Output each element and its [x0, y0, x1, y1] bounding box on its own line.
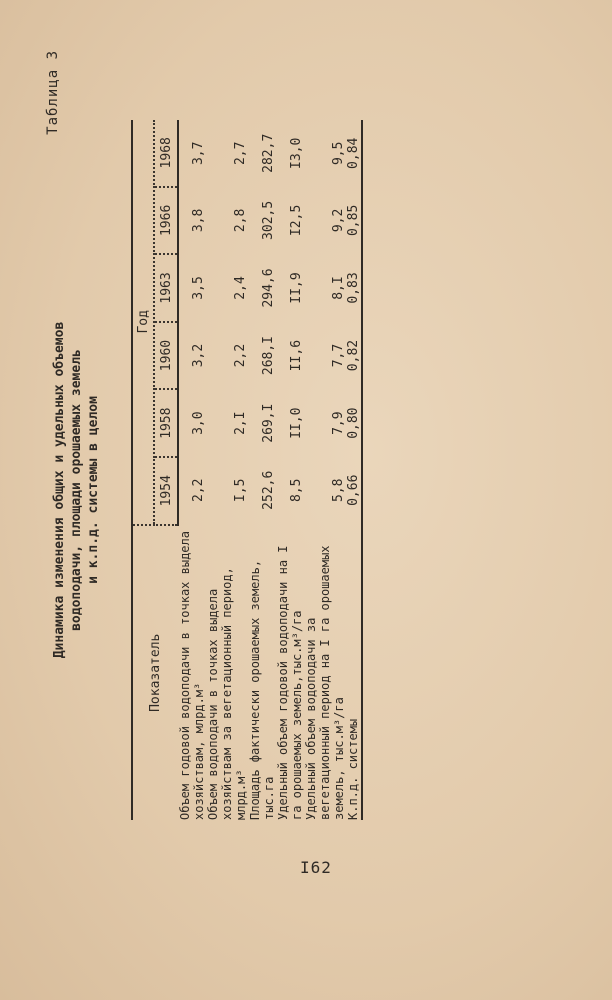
cell-value: 3,8 [191, 208, 206, 233]
data-table [131, 120, 363, 820]
cell-value: 2,7 [233, 141, 248, 166]
table-label: Таблица 3 [45, 50, 61, 135]
row-name: Объем водоподачи в точках выдела хозяйствам за вегетационный период, млрд.м³ [206, 567, 248, 820]
cell-value: 3,2 [191, 343, 206, 368]
cell-value: 3,7 [191, 141, 206, 166]
row-name: Площадь фактически орошаемых земель, тыс.га [248, 559, 276, 820]
cell-value: 269,I [261, 403, 276, 443]
cell-value: II,0 [289, 407, 304, 439]
cell-value: II,6 [289, 339, 304, 372]
cell-value: I3,0 [289, 137, 304, 169]
header-year: 1963 [154, 254, 178, 322]
table-row [304, 120, 346, 820]
cell-value: 3,0 [191, 411, 206, 435]
cell-value: 2,8 [233, 208, 248, 233]
header-year: 1954 [154, 457, 178, 525]
cell-value: 0,83 [346, 272, 361, 304]
cell-value: 8,5 [289, 478, 304, 502]
cell-value: 0,85 [346, 204, 361, 237]
cell-value: I2,5 [289, 204, 304, 237]
cell-value: 268,I [261, 335, 276, 376]
page-number: I62 [300, 858, 332, 877]
cell-value: 0,80 [346, 407, 361, 439]
rotated-table-block [45, 20, 505, 920]
cell-value: I,5 [233, 478, 248, 502]
cell-value: 8,I [331, 276, 346, 300]
cell-value: 302,5 [261, 200, 276, 240]
cell-value: 0,66 [346, 474, 361, 506]
table-caption [51, 180, 102, 800]
caption-line-3: и к.п.д. системы в целом [86, 396, 101, 584]
cell-value: 2,2 [191, 478, 206, 502]
row-name: К.п.д. системы [346, 718, 360, 820]
caption-line-1: Динамика изменения общих и удельных объемов [52, 321, 67, 659]
header-year-group: Год [133, 120, 154, 525]
header-year: 1966 [154, 187, 178, 255]
cell-value: 2,2 [233, 343, 248, 368]
cell-value: II,9 [289, 272, 304, 304]
table-row [178, 120, 206, 820]
cell-value: 7,7 [331, 343, 346, 368]
cell-value: 3,5 [191, 276, 206, 300]
caption-line-2: водоподачи, площади орошаемых земель [69, 349, 84, 631]
cell-value: 2,I [233, 411, 248, 435]
table-row [206, 120, 248, 820]
table-row [248, 120, 276, 820]
cell-value: 294,6 [261, 268, 276, 308]
cell-value: 252,6 [261, 470, 276, 510]
cell-value: 9,2 [331, 208, 346, 233]
cell-value: 9,5 [331, 141, 346, 166]
header-year: 1968 [154, 120, 178, 187]
cell-value: 2,4 [233, 276, 248, 300]
row-name: Объем годовой водоподачи в точках выдела хозяйствам, млрд.м³ [178, 531, 206, 820]
header-year: 1958 [154, 389, 178, 457]
row-name: Удельный объем водоподачи за вегетационный период на I га орошаемых земель, тыс.м³/га [304, 545, 346, 820]
table-row [346, 120, 361, 820]
cell-value: 0,82 [346, 339, 361, 372]
cell-value: 5,8 [331, 478, 346, 502]
header-year: 1960 [154, 322, 178, 390]
cell-value: 282,7 [261, 133, 276, 173]
row-name: Удельный объем годовой водоподачи на I га орошаемых земель,тыс.м³/га [276, 545, 304, 820]
cell-value: 7,9 [331, 411, 346, 435]
cell-value: 0,84 [346, 137, 361, 169]
table-row [276, 120, 304, 820]
header-indicator: Показатель [133, 525, 178, 820]
